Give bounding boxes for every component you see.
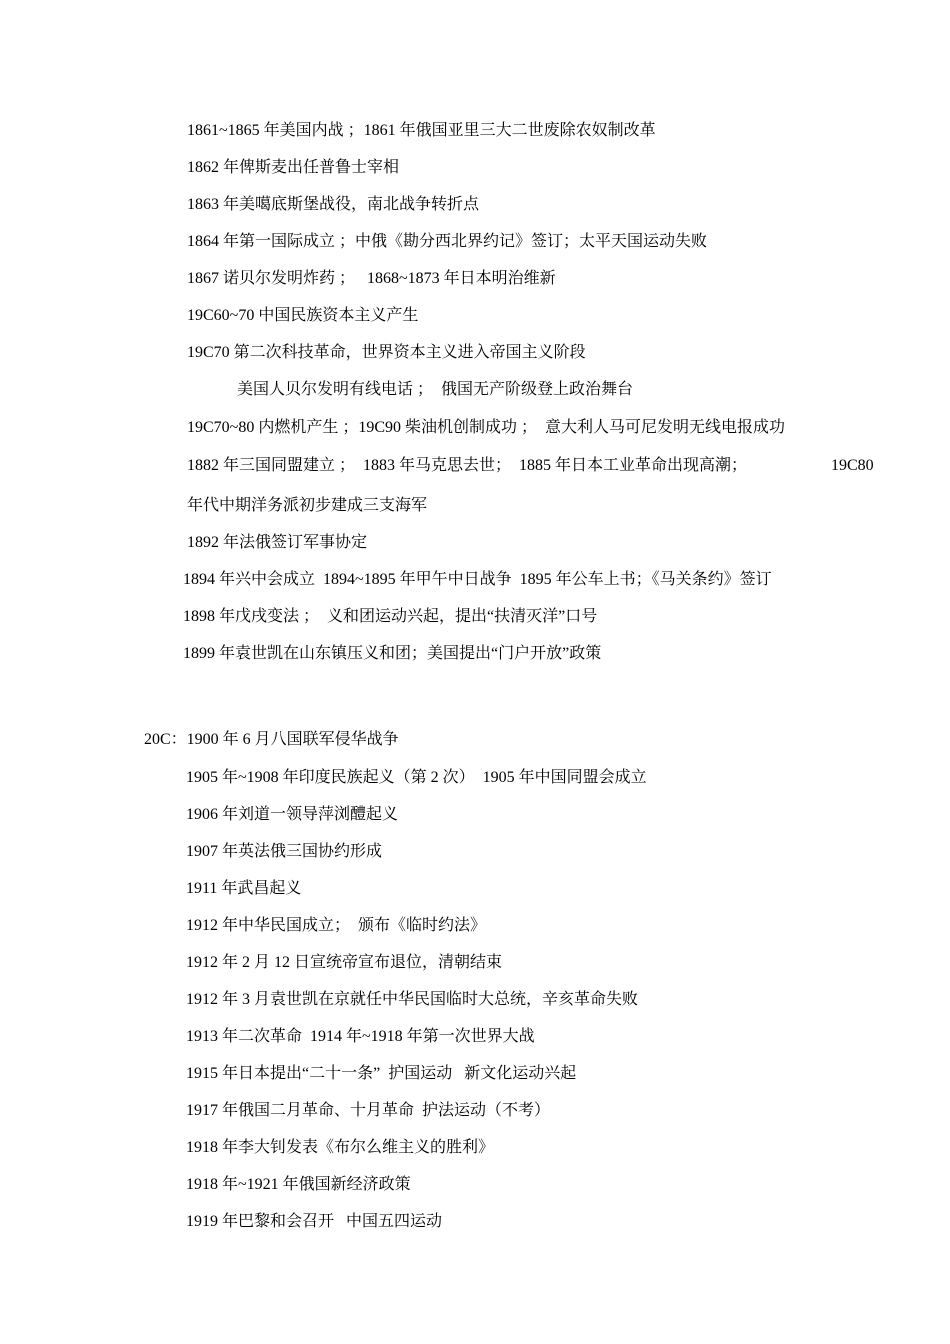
text-line: 1919 年巴黎和会召开 中国五四运动 [186,1213,443,1230]
text-line: 19C60~70 中国民族资本主义产生 [187,307,419,324]
text-line: 1892 年法俄签订军事协定 [187,534,368,551]
text-line: 1862 年俾斯麦出任普鲁士宰相 [187,159,400,176]
text-line: 1913 年二次革命 1914 年~1918 年第一次世界大战 [186,1028,535,1045]
text-line: 1918 年李大钊发表《布尔么维主义的胜利》 [186,1139,495,1156]
text-line: 1864 年第一国际成立 ；中俄《勘分西北界约记》签订；太平天国运动失败 [187,233,708,250]
text-line: 1894 年兴中会成立 1894~1895 年甲午中日战争 1895 年公车上书；《马关条约》签订 [183,571,772,588]
text-line: 1863 年美噶底斯堡战役，南北战争转折点 [187,196,480,213]
text-line: 19C70~80 内燃机产生 ；19C90 柴油机创制成功 ； 意大利人马可尼发明无线电报成功 [187,419,786,436]
text-line: 1867 诺贝尔发明炸药 ； 1868~1873 年日本明治维新 [187,270,556,287]
text-line: 1905 年~1908 年印度民族起义（第 2 次） 1905 年中国同盟会成立 [186,769,647,786]
text-line: 1917 年俄国二月革命、十月革命 护法运动（不考） [186,1102,551,1119]
text-line: 1861~1865 年美国内战 ；1861 年俄国亚里三大二世废除农奴制改革 [187,122,656,139]
text-line: 19C80 [831,457,874,474]
text-line: 1882 年三国同盟建立 ； 1883 年马克思去世； 1885 年日本工业革命出现高潮； [187,457,748,474]
text-line: 1898 年戊戌变法 ； 义和团运动兴起，提出“扶清灭洋”口号 [183,608,598,625]
text-line: 1912 年 2 月 12 日宣统帝宣布退位，清朝结束 [186,954,503,971]
text-line: 1912 年 3 月袁世凯在京就任中华民国临时大总统，辛亥革命失败 [186,991,639,1008]
text-line: 美国人贝尔发明有线电话 ； 俄国无产阶级登上政治舞台 [237,381,634,398]
text-line: 1907 年英法俄三国协约形成 [186,843,383,860]
text-line: 1911 年武昌起义 [186,880,302,897]
text-line: 年代中期洋务派初步建成三支海军 [187,497,428,514]
section-heading: 20C：1900 年 6 月八国联军侵华战争 [144,731,399,748]
text-line: 1906 年刘道一领导萍浏醴起义 [186,806,399,823]
text-line: 1912 年中华民国成立； 颁布《临时约法》 [186,917,487,934]
text-line: 1899 年袁世凯在山东镇压义和团；美国提出“门户开放”政策 [183,645,602,662]
text-line: 1918 年~1921 年俄国新经济政策 [186,1176,411,1193]
text-line: 19C70 第二次科技革命，世界资本主义进入帝国主义阶段 [187,344,586,361]
text-line: 1915 年日本提出“二十一条” 护国运动 新文化运动兴起 [186,1065,577,1082]
